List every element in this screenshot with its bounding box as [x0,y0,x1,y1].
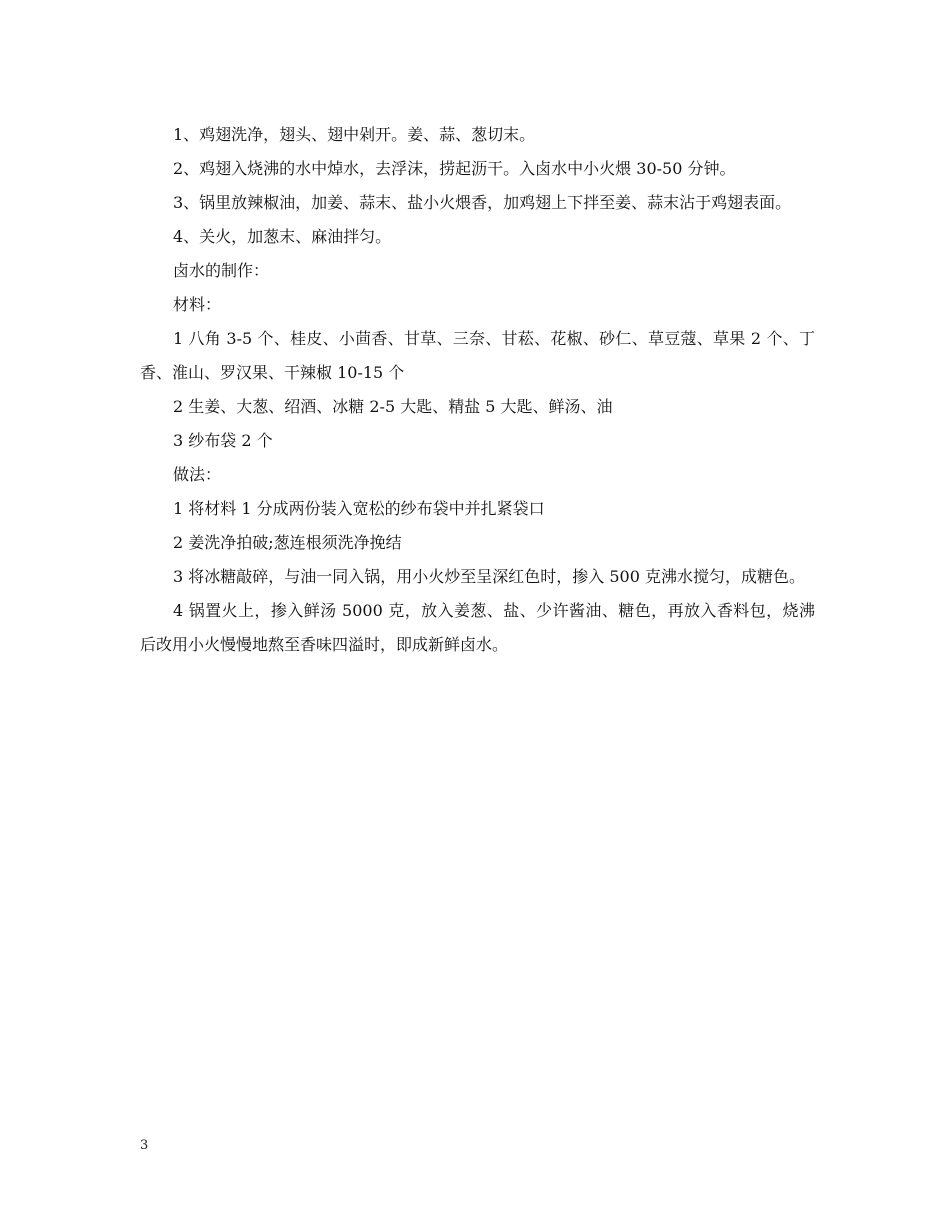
section-heading-method: 做法： [173,465,222,484]
section-heading-ingredients: 材料： [173,295,222,314]
method-step-3: 3 将冰糖敲碎，与油一同入锅，用小火炒至呈深红色时，掺入 500 克沸水搅匀，成糖色。 [173,567,805,586]
paragraph-step-2: 2、鸡翅入烧沸的水中焯水，去浮沫，捞起沥干。入卤水中小火煨 30-50 分钟。 [173,159,736,178]
ingredient-item-1: 1 八角 3-5 个、桂皮、小茴香、甘草、三奈、甘菘、花椒、砂仁、草豆蔻、草果 2 个、丁香、淮山、罗汉果、干辣椒 10-15 个 [140,329,815,382]
method-step-1: 1 将材料 1 分成两份装入宽松的纱布袋中并扎紧袋口 [173,499,545,518]
paragraph-step-1: 1、鸡翅洗净，翅头、翅中剁开。姜、蒜、葱切末。 [173,125,536,144]
ingredient-item-3: 3 纱布袋 2 个 [173,431,273,450]
paragraph-step-4: 4、关火，加葱末、麻油拌匀。 [173,227,392,246]
ingredient-item-2: 2 生姜、大葱、绍酒、冰糖 2-5 大匙、精盐 5 大匙、鲜汤、油 [173,397,613,416]
section-heading-brine: 卤水的制作： [173,261,270,280]
method-step-2: 2 姜洗净拍破;葱连根须洗净挽结 [173,533,402,552]
document-body [140,118,815,662]
method-step-4: 4 锅置火上，掺入鲜汤 5000 克，放入姜葱、盐、少许酱油、糖色，再放入香料包，烧沸后改用小火慢慢地熬至香味四溢时，即成新鲜卤水。 [140,601,815,654]
page-number: 3 [140,1138,149,1153]
paragraph-step-3: 3、锅里放辣椒油，加姜、蒜末、盐小火煨香，加鸡翅上下拌至姜、蒜末沾于鸡翅表面。 [173,193,792,212]
